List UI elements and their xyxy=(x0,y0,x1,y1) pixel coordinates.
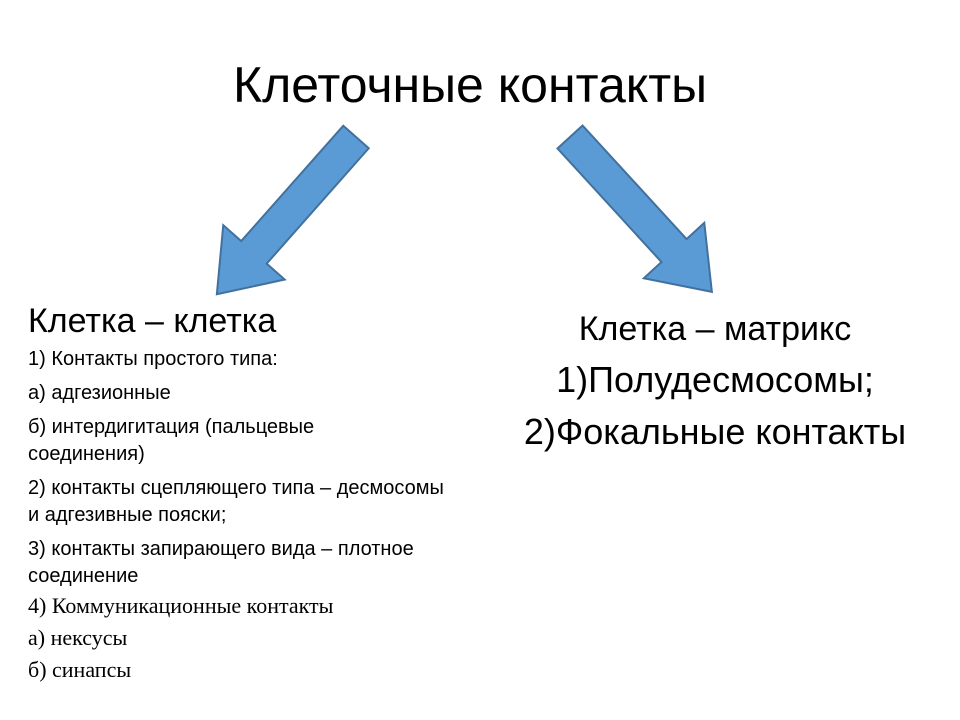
cell-cell-block xyxy=(28,296,498,686)
list-item: 2) контакты сцепляющего типа – десмосомы и адгезивные пояски; xyxy=(28,477,444,526)
list-item: 3) контакты запирающего вида – плотное соединение xyxy=(28,538,414,587)
list-item: б) синапсы xyxy=(28,657,132,682)
left-down-arrow-icon xyxy=(186,110,387,322)
slide-title: Клеточные контакты xyxy=(232,57,708,113)
cell-matrix-heading: Клетка – матрикс xyxy=(578,310,852,348)
cell-cell-heading: Клетка – клетка xyxy=(28,302,277,340)
list-item: 1) Контакты простого типа: xyxy=(28,348,278,370)
list-item: б) интердигитация (пальцевые соединения) xyxy=(28,416,315,465)
list-item: 2)Фокальные контакты xyxy=(523,411,907,452)
cell-matrix-block xyxy=(470,304,960,458)
list-item: а) нексусы xyxy=(28,625,128,650)
list-item: 4) Коммуникационные контакты xyxy=(28,593,334,618)
list-item: а) адгезионные xyxy=(28,382,171,404)
list-item: 1)Полудесмосомы; xyxy=(556,359,874,400)
right-down-arrow-icon xyxy=(540,109,742,319)
